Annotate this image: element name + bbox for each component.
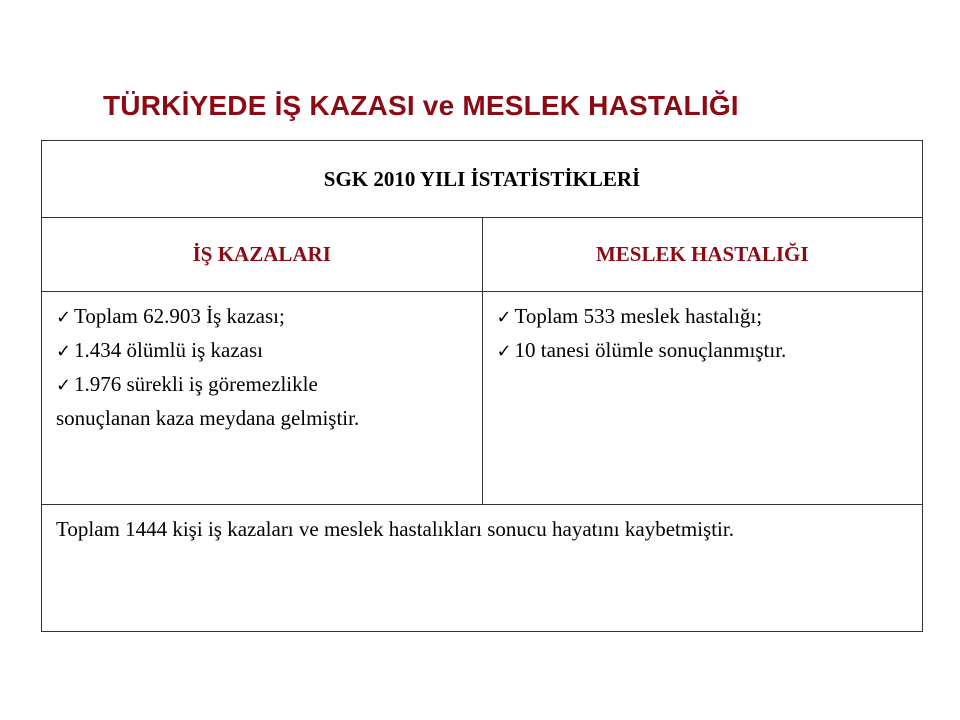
list-item-text: Toplam 62.903 İş kazası; bbox=[74, 304, 285, 328]
list-item bbox=[56, 334, 474, 368]
column-header-work-accidents: İŞ KAZALARI bbox=[42, 218, 483, 292]
table-caption: SGK 2010 YILI İSTATİSTİKLERİ bbox=[42, 141, 923, 218]
list-item-text: 10 tanesi ölümle sonuçlanmıştır. bbox=[514, 338, 787, 362]
statistics-table bbox=[41, 140, 923, 632]
check-icon: ✓ bbox=[56, 375, 72, 396]
list-item-text: Toplam 533 meslek hastalığı; bbox=[514, 304, 763, 328]
occupational-disease-cell bbox=[482, 292, 923, 505]
table-footer: Toplam 1444 kişi iş kazaları ve meslek hastalıkları sonucu hayatını kaybetmiştir. bbox=[42, 505, 923, 632]
list-item bbox=[497, 334, 915, 368]
work-accidents-list bbox=[56, 300, 474, 434]
list-item bbox=[497, 300, 915, 334]
occupational-disease-list bbox=[497, 300, 915, 368]
check-icon: ✓ bbox=[496, 341, 512, 362]
list-item-text: 1.434 ölümlü iş kazası bbox=[74, 338, 263, 362]
list-item bbox=[56, 368, 474, 434]
list-item-text: 1.976 sürekli iş göremezlikle bbox=[74, 372, 318, 396]
check-icon: ✓ bbox=[56, 341, 72, 362]
check-icon: ✓ bbox=[496, 307, 512, 328]
column-header-occupational-disease: MESLEK HASTALIĞI bbox=[482, 218, 923, 292]
list-item bbox=[56, 300, 474, 334]
list-item-continuation: sonuçlanan kaza meydana gelmiştir. bbox=[56, 406, 360, 430]
check-icon: ✓ bbox=[56, 307, 72, 328]
slide-title: TÜRKİYEDE İŞ KAZASI ve MESLEK HASTALIĞI bbox=[103, 90, 739, 121]
work-accidents-cell bbox=[42, 292, 483, 505]
